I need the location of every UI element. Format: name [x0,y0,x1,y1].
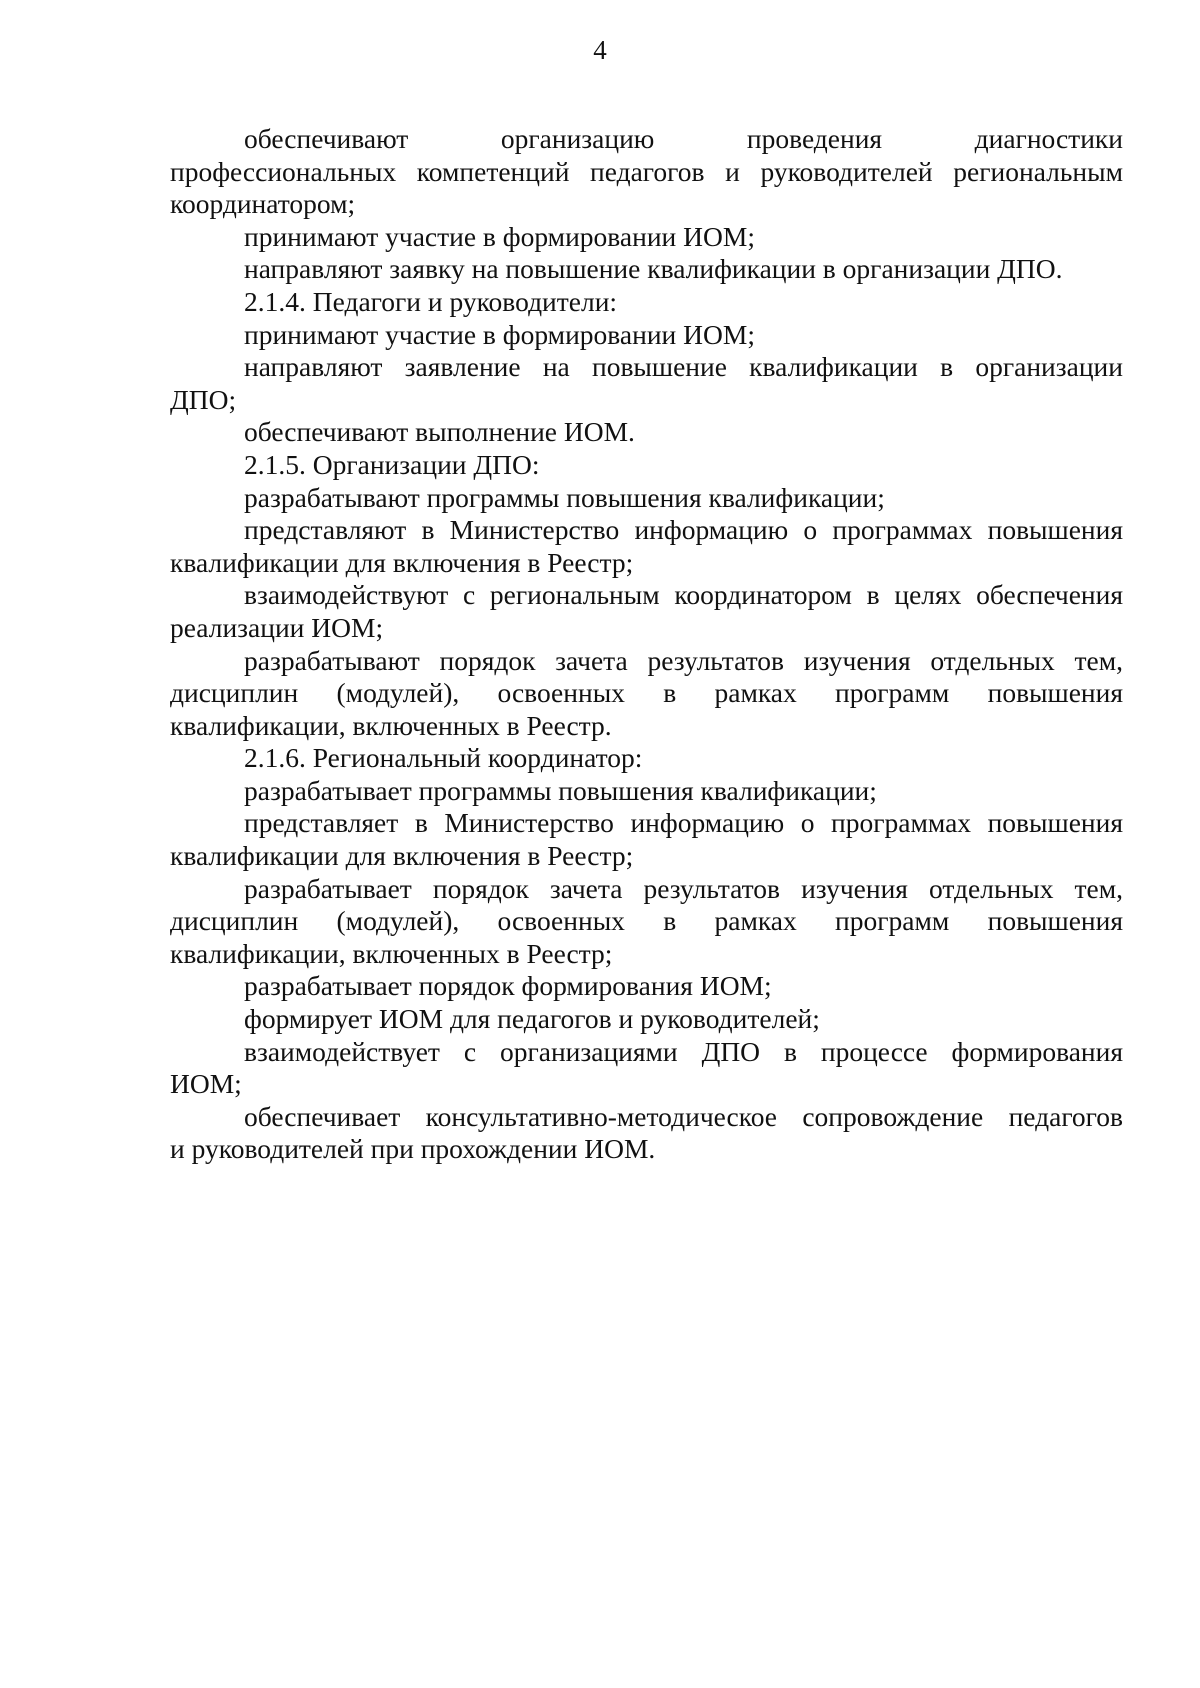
text-line: координатором; [170,188,356,220]
text-line: дисциплин (модулей), освоенных в рамках программ повышения [170,905,1123,937]
paragraph [170,123,1123,221]
text-line: и руководителей при прохождении ИОМ. [170,1133,656,1165]
paragraph [170,807,1123,872]
text-line: квалификации, включенных в Реестр; [170,937,613,969]
text-line: обеспечивают организацию проведения диагностики [244,123,1123,154]
section-heading [170,449,1123,482]
text-line: ДПО; [170,383,237,415]
text-line: 2.1.4. Педагоги и руководители: [244,285,618,317]
paragraph [170,1003,1123,1036]
text-line: принимают участие в формировании ИОМ; [244,318,755,350]
text-line: разрабатывает порядок формирования ИОМ; [244,970,772,1002]
text-line: квалификации для включения в Реестр; [170,546,634,578]
document-body [170,123,1123,1166]
text-line: обеспечивают выполнение ИОМ. [244,416,635,448]
paragraph [170,221,1123,254]
text-line: взаимодействуют с региональным координатором в целях обеспечения [244,579,1123,611]
paragraph [170,775,1123,808]
text-line: обеспечивает консультативно-методическое сопровождение педагогов [244,1100,1123,1132]
paragraph [170,319,1123,352]
text-line: профессиональных компетенций педагогов и руководителей региональным [170,155,1123,187]
paragraph [170,482,1123,515]
paragraph [170,1101,1123,1166]
paragraph [170,351,1123,416]
text-line: направляют заявление на повышение квалификации в организации [244,351,1123,383]
paragraph [170,416,1123,449]
text-line: ИОМ; [170,1068,242,1100]
text-line: разрабатывают порядок зачета результатов изучения отдельных тем, [244,644,1123,676]
paragraph [170,970,1123,1003]
paragraph [170,873,1123,971]
text-line: представляют в Министерство информацию о программах повышения [244,514,1123,546]
text-line: дисциплин (модулей), освоенных в рамках программ повышения [170,677,1123,709]
text-line: разрабатывает программы повышения квалификации; [244,774,877,806]
text-line: направляют заявку на повышение квалификации в организации ДПО. [244,253,1063,285]
text-line: разрабатывают программы повышения квалификации; [244,481,885,513]
text-line: принимают участие в формировании ИОМ; [244,220,755,252]
text-line: представляет в Министерство информацию о программах повышения [244,807,1123,839]
text-line: реализации ИОМ; [170,611,384,643]
paragraph [170,1036,1123,1101]
text-line: квалификации для включения в Реестр; [170,840,634,872]
paragraph [170,645,1123,743]
text-line: взаимодействует с организациями ДПО в процессе формирования [244,1035,1123,1067]
text-line: 2.1.6. Региональный координатор: [244,742,643,774]
paragraph [170,514,1123,579]
text-line: формирует ИОМ для педагогов и руководителей; [244,1003,820,1035]
paragraph [170,253,1123,286]
page-number: 4 [593,35,607,65]
text-line: 2.1.5. Организации ДПО: [244,448,540,480]
section-heading [170,742,1123,775]
text-line: разрабатывает порядок зачета результатов изучения отдельных тем, [244,872,1123,904]
section-heading [170,286,1123,319]
paragraph [170,579,1123,644]
text-line: квалификации, включенных в Реестр. [170,709,612,741]
